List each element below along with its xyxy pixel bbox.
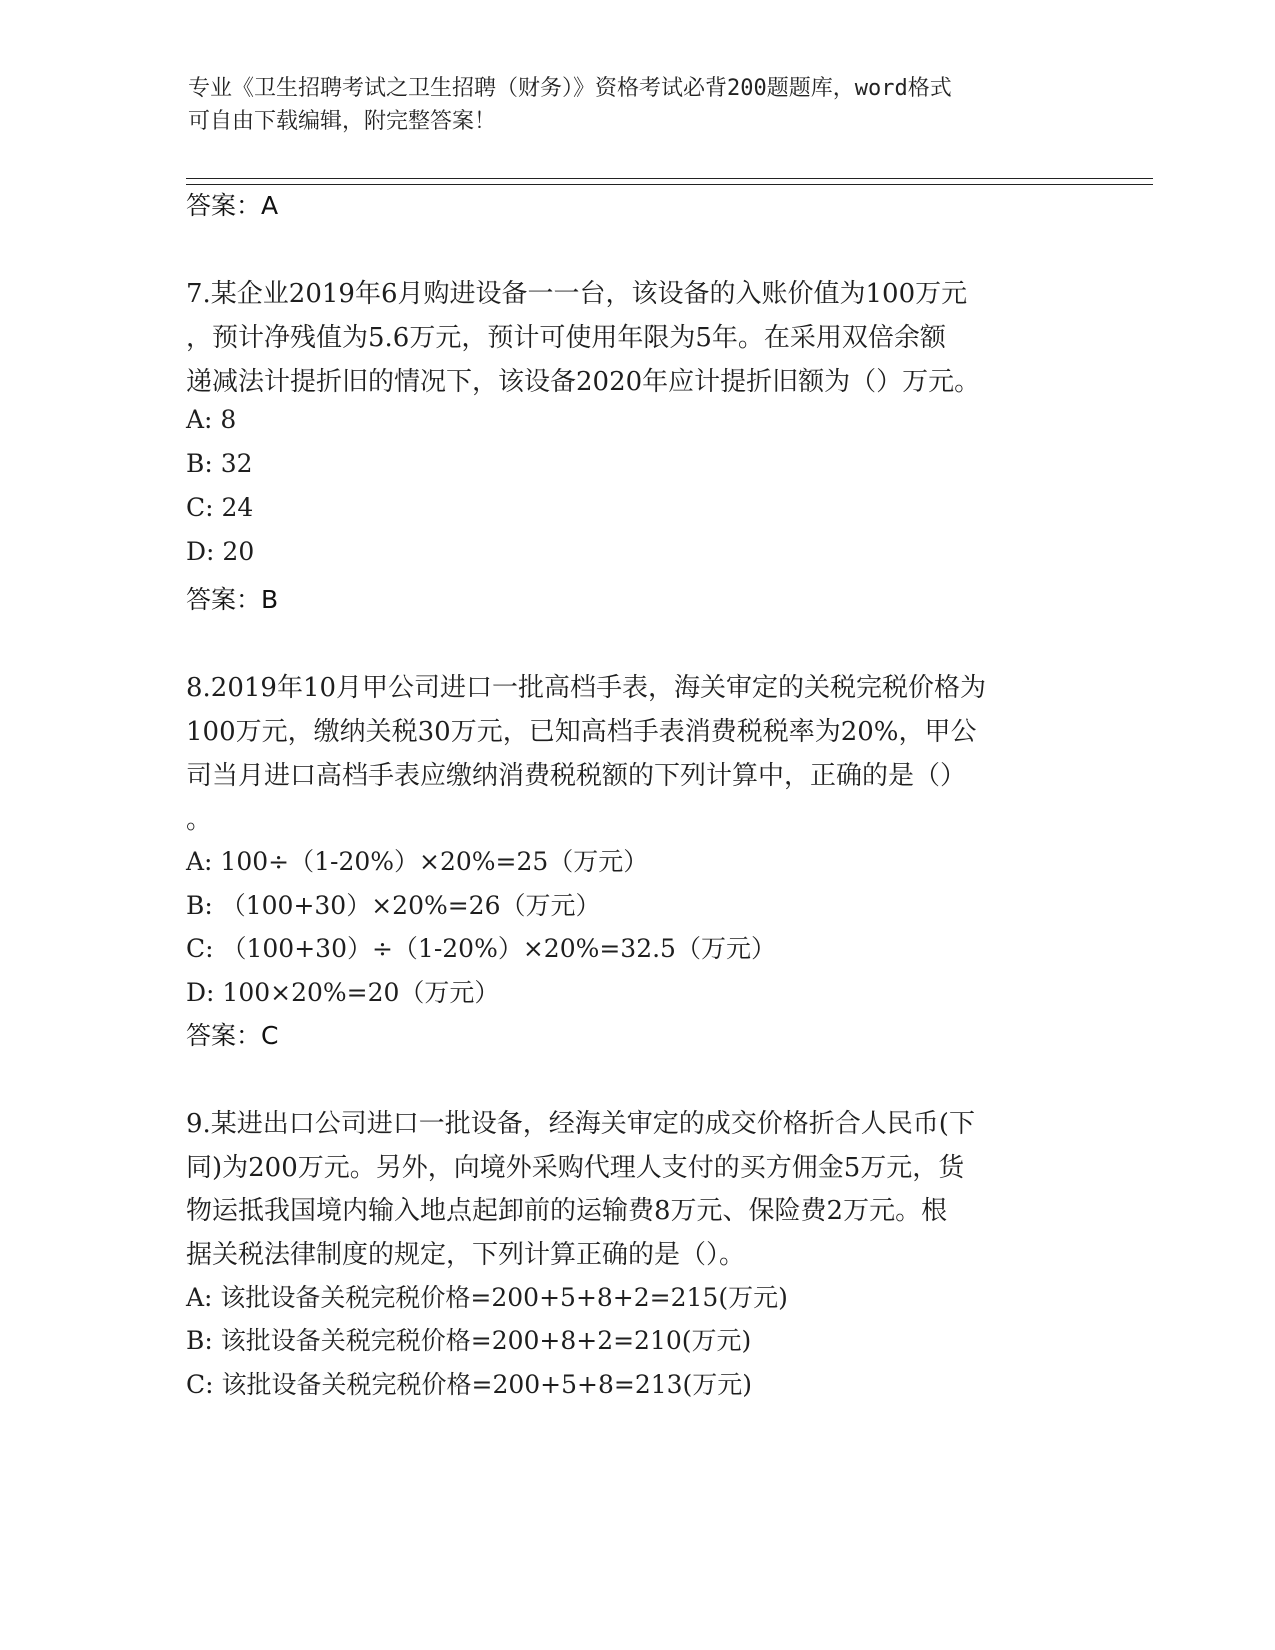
q7-text-line-3: 递减法计提折旧的情况下，该设备2020年应计提折旧额为（）万元。 <box>186 367 981 397</box>
q8-text-line-3: 司当月进口高档手表应缴纳消费税税额的下列计算中，正确的是（） <box>186 761 967 791</box>
q7-answer: 答案：B <box>186 585 279 614</box>
q9-text-line-4: 据关税法律制度的规定，下列计算正确的是（）。 <box>186 1240 746 1270</box>
q8-answer: 答案：C <box>186 1021 279 1050</box>
page-header <box>188 72 1068 138</box>
previous-answer: 答案：A <box>186 191 279 220</box>
q9-option-a: A: 该批设备关税完税价格=200+5+8+2=215(万元) <box>186 1283 788 1312</box>
q9-option-b: B: 该批设备关税完税价格=200+8+2=210(万元) <box>186 1326 752 1355</box>
q7-text-line-2: ，预计净残值为5.6万元，预计可使用年限为5年。在采用双倍余额 <box>186 323 946 353</box>
q9-text-line-1: 9.某进出口公司进口一批设备，经海关审定的成交价格折合人民币(下 <box>186 1109 975 1139</box>
header-line-2: 可自由下载编辑，附完整答案！ <box>188 109 497 134</box>
q8-text-line-4: 。 <box>186 805 213 835</box>
q7-text-line-1: 7.某企业2019年6月购进设备一一台，该设备的入账价值为100万元 <box>186 279 968 309</box>
q8-text-line-2: 100万元，缴纳关税30万元，已知高档手表消费税税率为20%，甲公 <box>186 717 977 747</box>
header-line-1: 专业《卫生招聘考试之卫生招聘（财务）》资格考试必背200题题库，word格式 <box>188 76 952 101</box>
q7-option-a: A: 8 <box>186 405 237 434</box>
q8-option-a: A: 100÷（1-20%）×20%=25（万元） <box>186 847 649 876</box>
header-rule-bottom <box>186 184 1153 185</box>
q9-text-line-2: 同)为200万元。另外，向境外采购代理人支付的买方佣金5万元，货 <box>186 1153 965 1183</box>
q7-option-d: D: 20 <box>186 537 255 566</box>
q8-option-c: C: （100+30）÷（1-20%）×20%=32.5（万元） <box>186 934 776 963</box>
q9-option-c: C: 该批设备关税完税价格=200+5+8=213(万元) <box>186 1370 753 1399</box>
q7-option-b: B: 32 <box>186 449 253 478</box>
q8-option-b: B: （100+30）×20%=26（万元） <box>186 891 601 920</box>
q7-option-c: C: 24 <box>186 493 254 522</box>
q8-text-line-1: 8.2019年10月甲公司进口一批高档手表，海关审定的关税完税价格为 <box>186 673 987 703</box>
q8-option-d: D: 100×20%=20（万元） <box>186 978 500 1007</box>
q9-text-line-3: 物运抵我国境内输入地点起卸前的运输费8万元、保险费2万元。根 <box>186 1196 948 1226</box>
header-rule-top <box>186 178 1153 179</box>
